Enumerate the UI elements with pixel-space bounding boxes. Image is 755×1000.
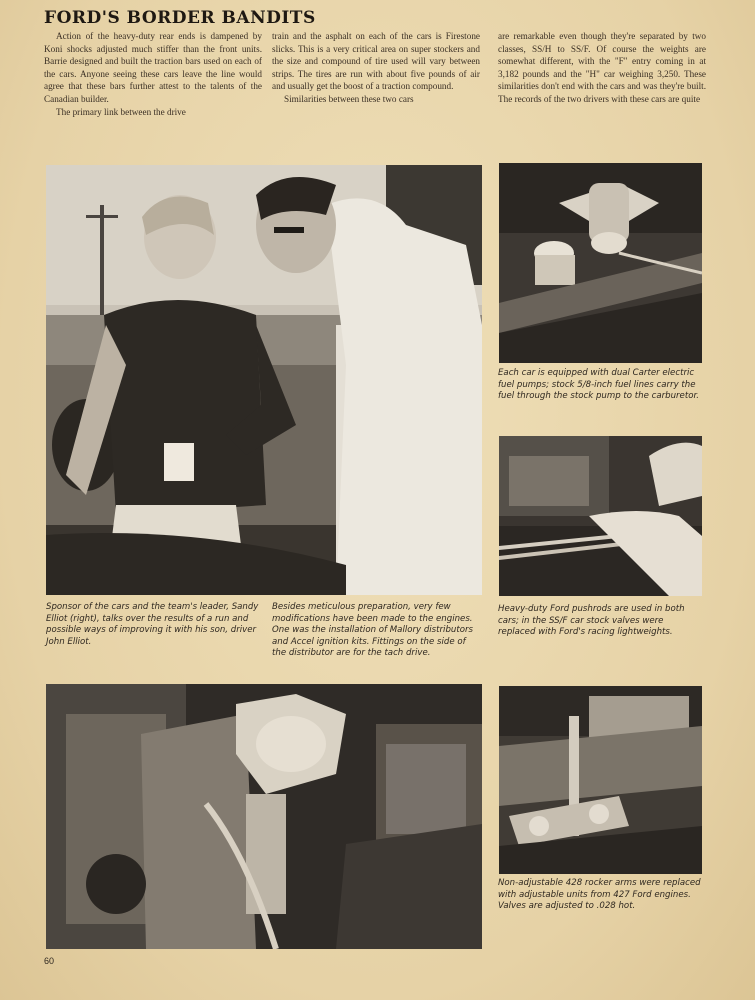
photo-pushrods — [499, 436, 702, 596]
article-headline: FORD'S BORDER BANDITS — [44, 8, 316, 28]
photo-rocker-arms — [499, 686, 702, 874]
photo-distributor — [46, 684, 482, 949]
text-column-1 — [44, 30, 262, 118]
caption-fuel-pumps: Each car is equipped with dual Carter electric fuel pumps; stock 5/8-inch fuel lines carry the fuel through the stock pump to the carburetor. — [498, 368, 699, 402]
body-paragraph: are remarkable even though they're separated by two classes, SS/H to SS/F. Of course the weights are somewhat different, with the "F" entry coming in at 3,182 pounds and the "H" car weighing 3,250. These similarities don't end with the cars and was they're built. The records of the two drivers with these cars are quite — [498, 31, 706, 104]
caption-pushrods: Heavy-duty Ford pushrods are used in both cars; in the SS/F car stock valves were replaced with Ford's racing lightweights. — [498, 604, 685, 638]
text-column-2 — [272, 30, 480, 106]
caption-sponsor: Sponsor of the cars and the team's leader, Sandy Elliot (right), talks over the results of a run and possible ways of improving it with his son, driver John Elliot. — [46, 602, 259, 647]
body-paragraph: train and the asphalt on each of the cars is Firestone slicks. This is a very critical area on super stockers and the size and compound of tire used will vary between strips. The tires are run with about five pounds of air and usually get the boost of a traction compound. — [272, 31, 480, 92]
text-column-3 — [498, 30, 706, 106]
page-number: 60 — [44, 956, 55, 966]
caption-rocker-arms: Non-adjustable 428 rocker arms were replaced with adjustable units from 427 Ford engines. Valves are adjusted to .028 hot. — [498, 878, 701, 912]
body-paragraph: Action of the heavy-duty rear ends is dampened by Koni shocks adjusted much stiffer than the front units. Barrie designed and built the traction bars used on each of the cars. Anyone seeing these cars leave the line would agree that these bars further attest to the talents of the Canadian builder. — [44, 31, 262, 104]
caption-preparation: Besides meticulous preparation, very few modifications have been made to the engines. One was the installation of Mallory distributors and Accel ignition kits. Fittings on the side of the distributor are for the tach drive. — [272, 602, 473, 659]
photo-sponsor-and-driver — [46, 165, 482, 595]
body-paragraph: The primary link between the drive — [56, 106, 186, 117]
photo-fuel-pumps — [499, 163, 702, 363]
body-paragraph: Similarities between these two cars — [284, 93, 414, 104]
